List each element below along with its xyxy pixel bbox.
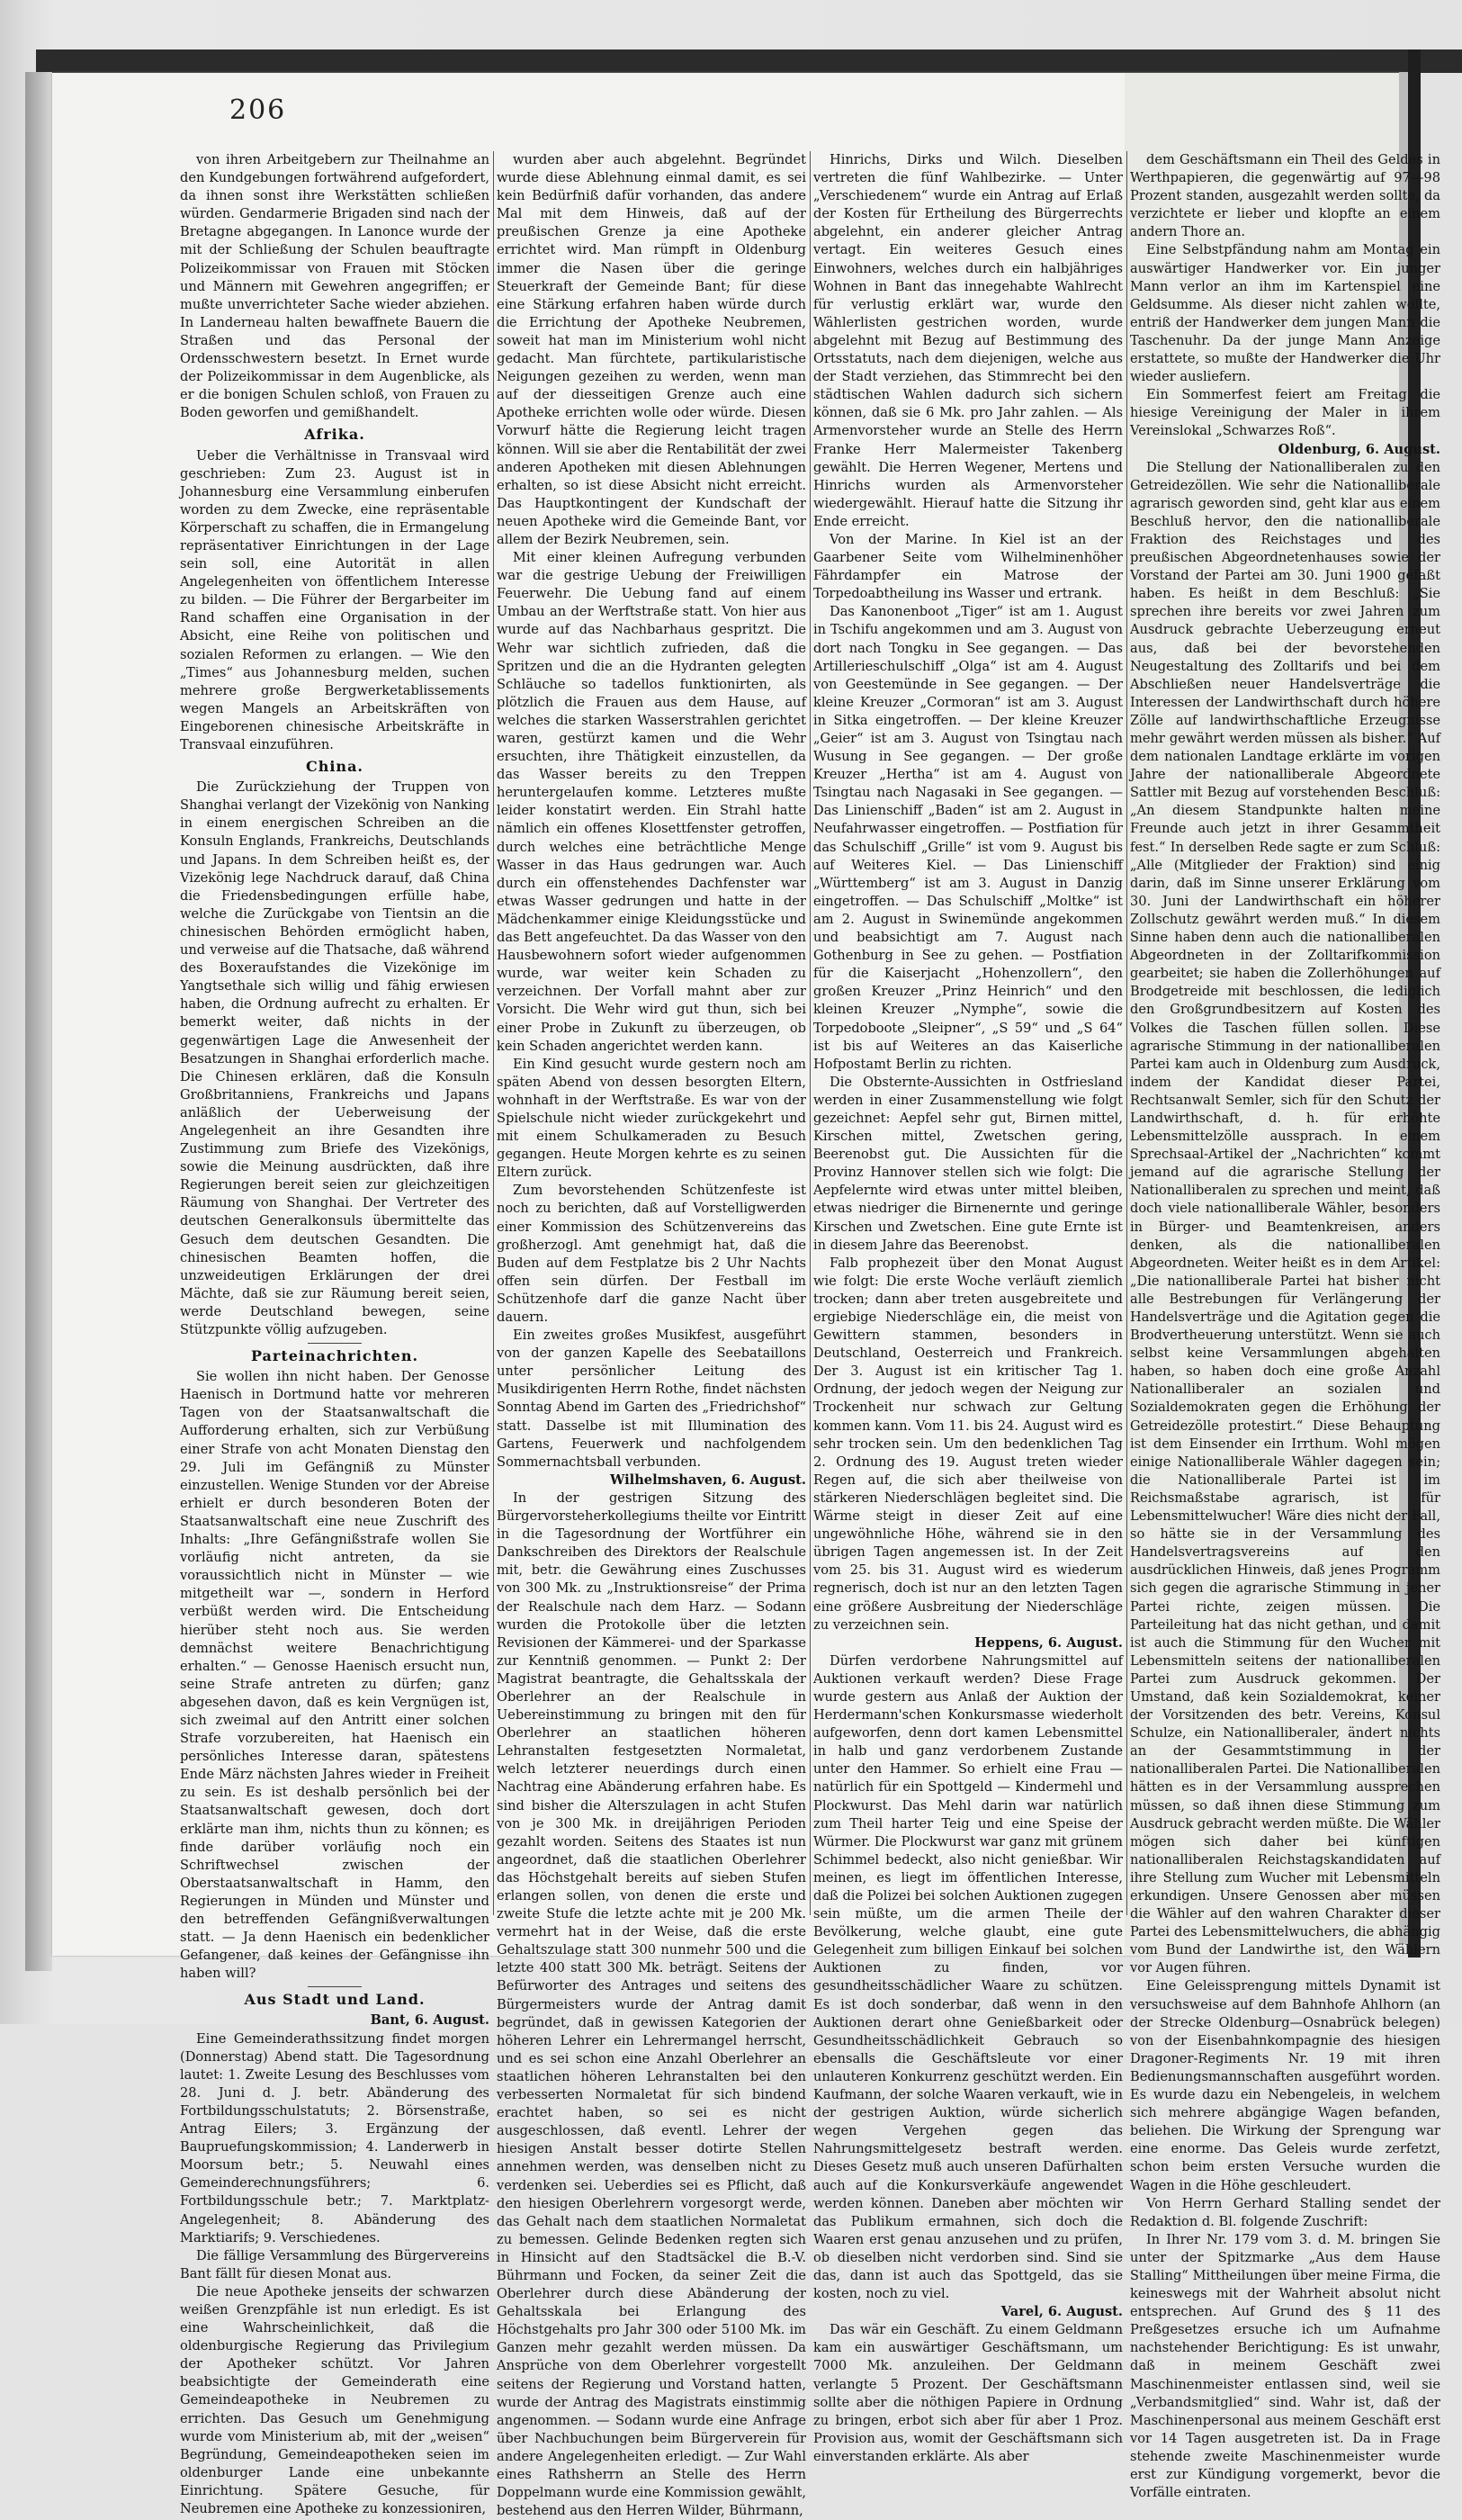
column-rule — [1126, 151, 1127, 1915]
section-divider — [308, 1986, 362, 1987]
column-4 — [1130, 151, 1440, 2501]
dateline: Bant, 6. August. — [370, 2012, 489, 2029]
article-paragraph: Die neue Apotheke jenseits der schwarzen weißen Grenzpfähle ist nun erledigt. Es ist eine Wahrscheinlichkeit, daß die oldenburgische Regierung das Privilegium der Apotheker schützt. Vor Jahren beabsichtigte der Gemeinderath eine Gemeindeapotheke in Neubremen zu errichten. Das Gesuch um Genehmigung wurde vom Ministerium ab, mit der „weisen“ Begründung, Gemeindeapotheken seien im oldenburger Lande eine unbekannte Einrichtung. Spätere Gesuche, für Neubremen eine Apotheke zu konzessioniren, — [180, 2283, 489, 2516]
column-rule — [493, 151, 494, 1915]
section-heading: China. — [305, 758, 363, 776]
article-paragraph: Eine Gemeinderathssitzung findet morgen (Donnerstag) Abend statt. Die Tagesordnung lautet: 1. Zweite Lesung des Beschlusses vom 28. Juni d. J. betr. Abänderung des Fortbildungsschulstatuts; 2. Börsenstraße, Antrag Eilers; 3. Ergänzung der Baupruefungskommission; 4. Landerwerb in Moorsum betr.; 5. Neuwahl eines Gemeinderechnungsführers; 6. Fortbildungsschule betr.; 7. Marktplatz-Angelegenheit; 8. Abänderung des Marktiarifs; 9. Verschiedenes. — [180, 2030, 489, 2246]
article-paragraph: Das wär ein Geschäft. Zu einem Geldmann kam ein auswärtiger Geschäftsmann, um 7000 Mk. anzuleihen. Der Geldmann verlangte 5 Prozent. Der Geschäftsmann sollte aber die nöthigen Papiere in Ordnung zu bringen, erbot sich aber für aber 1 Proz. Provision aus, womit der Geschäftsmann sich einverstanden erklärte. Als aber — [813, 2322, 1123, 2464]
article-paragraph: In der gestrigen Sitzung des Bürgervorsteherkollegiums theilte vor Eintritt in die Tagesordnung der Wortführer ein Dankschreiben des Direktors der Realschule mit, betr. die Gewährung eines Zuschusses von 300 Mk. zu „Instruktionsreise“ der Prima der Realschule nach dem Harz. — Sodann wurden die Protokolle über die letzten Revisionen der Kämmerei- und der Sparkasse zur Kenntniß genommen. — Punkt 2: Der Magistrat beantragte, die Gehaltsskala der Oberlehrer an der Realschule in Uebereinstimmung zu bringen mit den für Oberlehrer an staatlichen höheren Lehranstalten festgesetzten Normaletat, welch letzterer neuerdings durch einen Nachtrag eine Abänderung erfahren habe. Es sind bisher die Alterszulagen in acht Stufen von je 300 Mk. in dreijährigen Perioden gezahlt worden. Seitens des Staates ist nun angeordnet, daß die staatlichen Oberlehrer das Höchstgehalt bereits auf sieben Stufen erlangen sollen, von denen die erste und zweite Stufe die letzte achte mit je 200 Mk. vermehrt hat in der Weise, daß die erste Gehaltszulage statt 300 nunmehr 500 und die letzte 400 statt 300 Mk. beträgt. Seitens der Befürworter des Antrages und seitens des Bürgermeisters wurde der Antrag damit begründet, daß in gewissen Kategorien der höheren Lehrer ein Lehrermangel herrscht, und es sei schon eine Anzahl Oberlehrer an staatlichen höheren Lehranstalten bei den verbesserten Normaletat für sich bindend erachtet haben, so sei es nicht ausgeschlossen, daß eventl. Lehrer der hiesigen Anstalt besser dotirte Stellen annehmen werden, was denselben nicht zu verdenken sei. Ueberdies sei es Pflicht, daß den hiesigen Oberlehrern vorgesorgt werde, das Gehalt nach dem staatlichen Normaletat zu bemessen. Gelinde Bedenken regten sich in Hinsicht auf den Stadtsäckel die B.-V. Bührmann und Focken, da seiner Zeit die Oberlehrer durch diese Abänderung der Gehaltsskala bei Erlangung des Höchstgehalts pro Jahr 300 oder 5100 Mk. im Ganzen mehr gezahlt werden müssen. Da Ansprüche von dem Oberlehrer vorgestellt seitens der Regierung und Vorstand hatten, wurde der Antrag des Magistrats einstimmig angenommen. — Sodann wurde eine Anfrage über Nachbuchungen beim Bürgerverein für andere Angelegenheiten erledigt. — Zur Wahl eines Rathsherrn an Stelle des Herrn Doppelmann wurde eine Kommission gewählt, bestehend aus den Herren Wilder, Bührmann, — [497, 1490, 806, 2519]
dateline: Varel, 6. August. — [1000, 2304, 1123, 2320]
article-paragraph: Ein Sommerfest feiert am Freitag die hiesige Vereinigung der Maler in ihrem Vereinslokal „Schwarzes Roß“. — [1130, 387, 1440, 439]
article-paragraph: Die fällige Versammlung des Bürgervereins Bant fällt für diesen Monat aus. — [180, 2247, 489, 2282]
article-paragraph: Ueber die Verhältnisse in Transvaal wird geschrieben: Zum 23. August ist in Johannesburg eine Versammlung einberufen worden zu dem Zwecke, eine repräsentable Körperschaft zu schaffen, die in Ermangelung repräsentativer Einrichtungen in der Lage sein soll, eine Autorität in allen Angelegenheiten von öffentlichem Interesse zu bilden. — Die Führer der Bergarbeiter im Rand schaffen eine Organisation in der Absicht, eine Reihe von politischen und sozialen Reformen zu erlangen. — Wie den „Times“ aus Johannesburg melden, suchen mehrere große Bergwerketablissements wegen Mangels an Arbeitskräften von Eingeborenen chinesische Arbeitskräfte in Transvaal einzuführen. — [180, 447, 489, 752]
dateline: Wilhelmshaven, 6. August. — [609, 1472, 806, 1488]
article-paragraph: Mit einer kleinen Aufregung verbunden war die gestrige Uebung der Freiwilligen Feuerwehr. Die Uebung fand auf einem Umbau an der Werftstraße statt. Von hier aus wurde auf das Nachbarhaus gespritzt. Die Wehr war sichtlich zufrieden, daß die Spritzen und die an die Hydranten gelegten Schläuche so tadellos funktionirten, als plötzlich die Frauen aus dem Hause, auf welches die starken Wasserstrahlen gerichtet waren, gestürzt kamen und die Wehr ersuchten, ihre Thätigkeit einzustellen, da das Wasser bereits zu den Treppen heruntergelaufen komme. Letzteres mußte leider konstatirt werden. Ein Strahl hatte nämlich ein offenes Klosettfenster getroffen, durch welches eine beträchtliche Menge Wasser in das Haus gedrungen war. Auch durch ein offenstehendes Dachfenster war etwas Wasser gedrungen und hatte in der Mädchenkammer einige Kleidungsstücke und das Bett angefeuchtet. Da das Wasser von den Hausbewohnern sofort wieder aufgenommen wurde, war weiter kein Schaden zu verzeichnen. Der Vorfall mahnt aber zur Vorsicht. Die Wehr wird gut thun, sich bei einer Probe in Zukunft zu überzeugen, ob kein Schaden angerichtet werden kann. — [497, 550, 806, 1054]
article-paragraph: Das Kanonenboot „Tiger“ ist am 1. August in Tschifu angekommen und am 3. August von dort nach Tongku in See gegangen. — Das Artillerieschulschiff „Olga“ ist am 4. August von Geestemünde in See gegangen. — Der kleine Kreuzer „Cormoran“ ist am 3. August in Sitka eingetroffen. — Der kleine Kreuzer „Geier“ ist am 3. August von Tsingtau nach Wusung in See gegangen. — Der große Kreuzer „Hertha“ ist am 4. August von Tsingtau nach Nagasaki in See gegangen. — Das Linienschiff „Baden“ ist am 2. August in Neufahrwasser eingetroffen. — Postfiation für das Schulschiff „Grille“ ist vom 9. August bis auf Weiteres Kiel. — Das Linienschiff „Württemberg“ ist am 3. August in Danzig eingetroffen. — Das Schulschiff „Moltke“ ist am 2. August in Swinemünde angekommen und beabsichtigt am 7. August nach Gothenburg in See zu gehen. — Postfiation für die Kaiserjacht „Hohenzollern“, den großen Kreuzer „Prinz Heinrich“ und den kleinen Kreuzer „Nymphe“, sowie die Torpedoboote „Sleipner“, „S 59“ und „S 64“ ist bis auf Weiteres an das Kaiserliche Hofpostamt Berlin zu richten. — [813, 604, 1123, 1072]
section-divider — [308, 1343, 362, 1344]
dateline: Heppens, 6. August. — [974, 1634, 1123, 1651]
column-1 — [180, 151, 489, 2516]
article-paragraph: Ein Kind gesucht wurde gestern noch am späten Abend von dessen besorgten Eltern, wohnhaft in der Werftstraße. Es war von der Spielschule nicht wieder zurückgekehrt und mit einem Schulkameraden zu Besuch gegangen. Heute Morgen kehrte es zu seinen Eltern zurück. — [497, 1056, 806, 1181]
column-rule — [810, 151, 811, 1915]
article-paragraph: wurden aber auch abgelehnt. Begründet wurde diese Ablehnung einmal damit, es sei kein Bedürfniß dafür vorhanden, das andere Mal mit dem Hinweis, daß auf der preußischen Grenze ja eine Apotheke errichtet wird. Man rümpft in Oldenburg immer die Nasen über die geringe Steuerkraft der Gemeinde Bant; für diese eine Stärkung erfahren haben würde durch die Errichtung der Apotheke Neubremen, soweit hat man im Ministerium wohl nicht gedacht. Man fürchtete, partikularistische Neigungen gezeihen zu werden, wenn man auf der diesseitigen Grenze auch eine Apotheke errichten wolle oder würde. Diesen Vorwurf hätte die Regierung leicht tragen können. Will sie aber die Rentabilität der zwei anderen Apotheken mit diesen Ablehnungen erhalten, so ist diese Absicht nicht erreicht. Das Hauptkontingent der Kundschaft der neuen Apotheke wird die Gemeinde Bant, vor allem der Bezirk Neubremen, sein. — [497, 152, 806, 547]
section-heading: Afrika. — [304, 426, 365, 444]
article-paragraph: Zum bevorstehenden Schützenfeste ist noch zu berichten, daß auf Vorstelligwerden einer Kommission des Schützenvereins das großherzogl. Amt genehmigt hat, daß die Buden auf dem Festplatze bis 2 Uhr Nachts offen sein dürfen. Der Festball im Schützenhofe darf die ganze Nacht über dauern. — [497, 1183, 806, 1325]
article-paragraph: Falb prophezeit über den Monat August wie folgt: Die erste Woche verläuft ziemlich trocken; dann aber treten ausgebreitete und ergiebige Niederschläge ein, die meist von Gewittern stammen, besonders in Deutschland, Oesterreich und Frankreich. Der 3. August ist ein kritischer Tag 1. Ordnung, der jedoch wegen der Neigung zur Trockenheit nur schwach zur Geltung kommen kann. Vom 11. bis 24. August wird es sehr trocken sein. Um den bedenklichen Tag 2. Ordnung des 19. August treten wieder Regen auf, die sich aber theilweise von stärkeren Niederschlägen begleitet sind. Die Wärme steigt in dieser Zeit auf eine ungewöhnliche Höhe, während sie in den übrigen Tagen angemessen ist. In der Zeit vom 25. bis 31. August wird es wiederum regnerisch, doch ist nur an den letzten Tagen eine größere Ausbreitung der Niederschläge zu verzeichnen sein. — [813, 1255, 1123, 1633]
article-paragraph: Von Herrn Gerhard Stalling sendet der Redaktion d. Bl. folgende Zuschrift: — [1130, 2195, 1440, 2229]
article-paragraph: Die Zurückziehung der Truppen von Shanghai verlangt der Vizekönig von Nanking in einem energischen Schreiben an die Konsuln Englands, Frankreichs, Deutschlands und Japans. In dem Schreiben heißt es, der Vizekönig lege Nachdruck darauf, daß China die Friedensbedingungen erfülle habe, welche die Zurückgabe von Tientsin an die chinesischen Behörden ermöglicht haben, und verweise auf die Thatsache, daß während des Boxeraufstandes die Vizekönige im Yangtsethale sich willig und fähig erwiesen haben, die Ordnung aufrecht zu erhalten. Er bemerkt weiter, daß nichts in der gegenwärtigen Lage die Anwesenheit der Besatzungen in Shanghai erforderlich mache. Die Chinesen erklären, daß die Konsuln Großbritanniens, Frankreichs und Japans anläßlich der Ueberweisung der Angelegenheit an ihre Gesandten ihre Zustimmung zum Briefe des Vizekönigs, sowie die Meinung ausdrückten, daß ihre Regierungen bereit seien zur gleichzeitigen Räumung von Shanghai. Der Vertreter des deutschen Generalkonsuls übermittelte das Gesuch dem deutschen Gesandten. Die chinesischen Beamten hoffen, die unzweideutigen Erklärungen der drei Mächte, daß sie zur Räumung bereit seien, werde Deutschland bewegen, seine Stützpunkte völlig aufzugeben. — [180, 779, 489, 1337]
page-left-shadow — [25, 72, 52, 1971]
article-paragraph: Eine Geleissprengung mittels Dynamit ist versuchsweise auf dem Bahnhofe Ahlhorn (an der Strecke Oldenburg—Osnabrück belegen) von der Eisenbahnkompagnie des hiesigen Dragoner-Regiments Nr. 19 mit ihren Bedienungsmannschaften ausgeführt worden. Es wurde dazu ein Nebengeleis, in welchem sich mehrere abgängige Wagen befanden, beliehen. Die Wirkung der Sprengung war eine enorme. Das Geleis wurde zerfetzt, schon beim ersten Versuche wurden die Wagen in die Höhe geschleudert. — [1130, 1978, 1440, 2193]
article-paragraph: In Ihrer Nr. 179 vom 3. d. M. bringen Sie unter der Spitzmarke „Aus dem Hause Stalling“ Mittheilungen über meine Firma, die keineswegs mit der Wahrheit absolut nicht entsprechen. Auf Grund des § 11 des Preßgesetzes ersuche ich um Aufnahme nachstehender Berichtigung: Es ist unwahr, daß in meinem Geschäft zwei Maschinenmeister entlassen sind, weil sie „Verbandsmitglied“ sind. Wahr ist, daß der Maschinenpersonal aus meinem Geschäft erst vor 14 Tagen ausgetreten ist. Da in Frage stehende zweite Maschinenmeister wurde erst zur Kündigung vorgemerkt, bevor die Vorfälle eintraten. — [1130, 2231, 1440, 2501]
page-number: 206 — [229, 94, 287, 126]
dateline: Oldenburg, 6. August. — [1278, 441, 1440, 457]
article-paragraph: Die Stellung der Nationalliberalen zu den Getreidezöllen. Wie sehr die Nationalliberale agrarisch geworden sind, geht klar aus einem Beschluß hervor, den die nationalliberale Fraktion des Reichstages und des preußischen Abgeordnetenhauses sowie der Vorstand der Partei am 30. Juni 1900 gefaßt haben. Es heißt in dem Beschluß: „Sie sprechen ihre bereits vor zwei Jahren zum Ausdruck gebrachte Ueberzeugung erneut aus, daß bei der bevorstehenden Neugestaltung des Zolltarifs und bei dem Abschließen neuer Handelsverträge die Interessen der Landwirthschaft durch höhere Zölle auf landwirthschaftliche Erzeugnisse mehr gewährt werden müssen als bisher.“ Auf dem nationalen Landtage erklärte im vorigen Jahre der nationalliberale Abgeordnete Sattler mit Bezug auf vorstehenden Beschluß: „An diesem Standpunkte halten meine Freunde auch jetzt in ihrer Gesammtheit fest.“ In derselben Rede sagte er zum Schluß: „Alle (Mitglieder der Fraktion) sind einig darin, daß im Sinne unserer Erklärung vom 30. Juni der Landwirthschaft ein höherer Zollschutz gewährt werden muß.“ In diesem Sinne haben denn auch die nationalliberalen Abgeordneten in der Zolltarifkommission gearbeitet; sie haben die Zollerhöhungen auf Brodgetreide mit beschlossen, die lediglich den Großgrundbesitzern auf Kosten des Volkes die Taschen füllen sollen. Diese agrarische Stimmung in der nationalliberalen Partei kam auch in Oldenburg zum Ausdruck, indem der Kandidat dieser Partei, Rechtsanwalt Semler, sich für den Schutz der Landwirthschaft, d. h. für erhöhte Lebensmittelzölle aussprach. In einem Sprechsaal-Artikel der „Nachrichten“ kommt jemand auf die agrarische Stellung der Nationalliberalen zu sprechen und meint, daß doch viele nationalliberale Wähler, besonders in Bürger- und Beamtenkreisen, anders denken, als die nationalliberalen Abgeordneten. Weiter heißt es in dem Artikel: „Die nationalliberale Partei hat bisher nicht alle Bestrebungen für Verlängerung der Handelsverträge und die Agitation gegen die Brodvertheuerung unterstützt. Wenn sie auch selbst keine Versammlungen abgehalten haben, so haben doch eine große Anzahl Nationalliberaler an sozialen und Sozialdemokraten gegen die Erhöhung der Getreidezölle protestirt.“ Diese Behauptung ist dem Einsender ein Irrthum. Wohl mögen einige Nationalliberale Wähler dagegen sein; die Nationalliberale Partei ist im Reichsmaßstabe agrarisch, ist für Lebensmittelwucher! Wäre dies nicht der Fall, so hätte sie in der Versammlung des Handelsvertragsvereins auf den ausdrücklichen Hinweis, daß jenes Programm sich gegen die agrarische Stimmung in jener Partei richte, zeigen müssen. Die Parteileitung hat das nicht gethan, und damit ist auch die Stimmung für den Wucher mit Lebensmitteln seitens der nationalliberalen Partei zum Ausdruck gekommen. Der Umstand, daß kein Sozialdemokrat, keiner der Vorsitzenden des betr. Vereins, Konsul Schulze, ein Nationalliberaler, ändert nichts an der Gesammtstimmung in der nationalliberalen Partei. Die Nationalliberalen hätten es in der Versammlung aussprechen müssen, so daß ihnen diese Stimmung zum Ausdruck gebracht werden müßte. Die Wähler mögen sich daher bei künftigen nationalliberalen Reichstagskandidaten auf ihre Stellung zum Wucher mit Lebensmitteln erkundigen. Unsere Genossen aber müssen die Wähler auf den wahren Charakter dieser Partei des Lebensmittelwuchers, die abhängig vom Bund der Landwirthe ist, den Wählern vor Augen führen. — [1130, 459, 1440, 1976]
article-paragraph: Dürfen verdorbene Nahrungsmittel auf Auktionen verkauft werden? Diese Frage wurde gestern aus Anlaß der Auktion der Herdermann'schen Konkursmasse wiederholt aufgeworfen, denn dort kamen Lebensmittel in halb und ganz verdorbenem Zustande unter den Hammer. So erhielt eine Frau — natürlich für ein Spottgeld — Kindermehl und Plockwurst. Das Mehl darin war natürlich zum Theil harter Teig und eine Speise der Würmer. Die Plockwurst war ganz mit grünem Schimmel bedeckt, also nicht genießbar. Wir meinen, es liegt im öffentlichen Interesse, daß die Polizei bei solchen Auktionen zugegen sein müßte, um die armen Theile der Bevölkerung, welche glaubt, eine gute Gelegenheit zum billigen Einkauf bei solchen Auktionen zu finden, vor gesundheitsschädlicher Waare zu schützen. Es ist doch sonderbar, daß wenn in den Auktionen derart ohne Genießbarkeit oder Gesundheitsschädlichkeit Gebrauch so ebensalls die Geschäftsleute vor einer unlauteren Konkurrenz geschützt werden. Ein Kaufmann, der solche Waaren verkauft, wie in der gestrigen Auktion, würde sicherlich wegen Vergehen gegen das Nahrungsmittelgesetz bestraft werden. Dieses Gesetz muß auch unseren Dafürhalten auch auf die Konkursverkäufe angewendet werden können. Daneben aber möchten wir das Publikum ermahnen, sich doch die Waaren erst genau anzusehen und zu prüfen, ob dieselben nicht verdorben sind. Sind sie das, dann ist auch das Spottgeld, das sie kosten, noch zu viel. — [813, 1652, 1123, 2302]
column-2 — [497, 151, 806, 2519]
article-paragraph: Hinrichs, Dirks und Wilch. Dieselben vertreten die fünf Wahlbezirke. — Unter „Verschiedenem“ wurde ein Antrag auf Erlaß der Kosten für Ertheilung des Bürgerrechts abgelehnt, ein anderer gleicher Antrag vertagt. Ein weiteres Gesuch eines Einwohners, welches durch ein halbjähriges Wohnen in Bant das innegehabte Wahlrecht für verlustig erklärt war, wurde den Wählerlisten gestrichen worden, wurde abgelehnt mit Bezug auf Bestimmung des Ortsstatuts, nach dem diejenigen, welche aus der Stadt verziehen, das Stimmrecht bei den städtischen Wahlen dadurch sich sichern können, daß sie 6 Mk. pro Jahr zahlen. — Als Armenvorsteher wurde an Stelle des Herrn Franke Herr Malermeister Takenberg gewählt. Die Herren Wegener, Mertens und Hinrichs wurden als Armenvorsteher wiedergewählt. Hierauf hatte die Sitzung ihr Ende erreicht. — [813, 152, 1123, 529]
article-paragraph: Von der Marine. In Kiel ist an der Gaarbener Seite vom Wilhelminenhöher Fährdampfer ein Matrose der Torpedoabtheilung ins Wasser und ertrank. — [813, 531, 1123, 602]
article-paragraph: Die Obsternte-Aussichten in Ostfriesland werden in einer Zusammenstellung wie folgt gezeichnet: Aepfel sehr gut, Birnen mittel, Kirschen mittel, Zwetschen gering, Beerenobst gut. Die Aussichten für die Provinz Hannover stellen sich wie folgt: Die Aepfelernte wird etwas unter mittel bleiben, etwas niedriger die Birnenernte und geringe Kirschen und Zwetschen. Eine gute Ernte ist in diesem Jahre das Beerenobst. — [813, 1074, 1123, 1253]
section-heading: Parteinachrichten. — [250, 1347, 419, 1365]
section-heading: Aus Stadt und Land. — [244, 1991, 426, 2009]
article-paragraph: Ein zweites großes Musikfest, ausgeführt von der ganzen Kapelle des Seebataillons unter persönlicher Leitung des Musikdirigenten Herrn Rothe, findet nächsten Sonntag Abend im Garten des „Friedrichshof“ statt. Dasselbe ist mit Illumination des Gartens, Feuerwerk und nachfolgendem Sommernachtsball verbunden. — [497, 1328, 806, 1470]
article-paragraph: von ihren Arbeitgebern zur Theilnahme an den Kundgebungen fortwährend aufgefordert, da ihnen sonst ihre Werkstätten schließen würden. Gendarmerie Brigaden sind nach der Bretagne abgegangen. In Lanonce wurde der mit der Schließung der Schulen beauftragte Polizeikommissar von Frauen mit Stöcken und Männern mit Gewehren angegriffen; er mußte unverrichteter Sache wieder abziehen. In Landerneau halten bewaffnete Bauern die Straßen und das Personal der Ordensschwestern besetzt. In Ernet wurde der Polizeikommissar in dem Augenblicke, als er die bonigen Schulen schloß, von Frauen zu Boden geworfen und gemißhandelt. — [180, 152, 489, 421]
binding-edge-top — [36, 50, 1462, 73]
article-paragraph: dem Geschäftsmann ein Theil des Geldes in Werthpapieren, die gegenwärtig auf 97—98 Prozent standen, ausgezahlt werden sollte, da verzichtete er lieber und klopfte an einem andern Thore an. — [1130, 152, 1440, 240]
article-paragraph: Eine Selbstpfändung nahm am Montag ein auswärtiger Handwerker vor. Ein junger Mann verlor an ihm im Kartenspiel eine Geldsumme. Als dieser nicht zahlen wollte, entriß der Handwerker dem jungen Mann die Taschenuhr. Da der junge Mann Anzeige erstattete, so mußte der Handwerker die Uhr wieder ausliefern. — [1130, 242, 1440, 385]
article-paragraph: Sie wollen ihn nicht haben. Der Genosse Haenisch in Dortmund hatte vor mehreren Tagen von der Staatsanwaltschaft die Aufforderung erhalten, sich zur Verbüßung einer Strafe von acht Monaten Dienstag den 29. Juli im Gefängniß zu Münster einzustellen. Wenige Stunden vor der Abreise erhielt er durch besonderen Boten der Staatsanwaltschaft eine neue Zuschrift des Inhalts: „Ihre Gefängnißstrafe wollen Sie vorläufig nicht antreten, da sie voraussichtlich nicht in Münster — wie mitgetheilt war —, sondern in Herford verbüßt werden wird. Die Entscheidung hierüber steht noch aus. Sie werden demnächst weitere Benachrichtigung erhalten.“ — Genosse Haenisch ersucht nun, seine Strafe antreten zu dürfen; ganz abgesehen davon, daß es kein Vergnügen ist, sich zweimal auf den Antritt einer solchen Strafe vorzubereiten, hat Haenisch ein persönliches Interesse daran, spätestens Ende März nächsten Jahres wieder in Freiheit zu sein. Es ist deshalb persönlich bei der Staatsanwaltschaft gewesen, doch dort erklärte man ihm, nichts thun zu können; es finde darüber vorläufig noch ein Schriftwechsel zwischen der Oberstaatsanwaltschaft in Hamm, den Regierungen in Münden und Münster und den betreffenden Gefängnißverwaltungen statt. — Ja denn Haenisch ein bedenklicher Gefangener, daß keines der Gefängnisse ihn haben will? — [180, 1369, 489, 1982]
column-3 — [813, 151, 1123, 2464]
